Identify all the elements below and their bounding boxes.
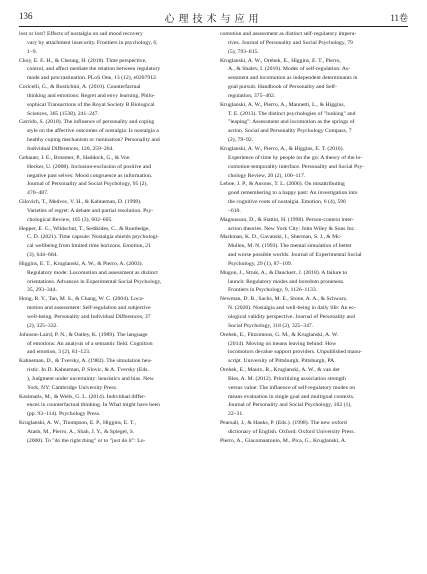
reference-line: of emotions: An analysis of a semantic field. Cognition bbox=[27, 340, 153, 347]
reference-line: Gilovich, T., Medvec, V. H., & Kahneman, D. (1998). bbox=[19, 199, 142, 206]
reference-line: mode and procrastination. PLoS One, 13 (12), e0207912. bbox=[27, 75, 158, 82]
reference-line: Gebauer, J. E., Broemer, P., Haddock, G., & Von bbox=[19, 154, 130, 161]
reference-line: chology Review, 20 (2), 100–117. bbox=[228, 172, 306, 179]
reference-line: goal pursuit. Handbook of Personality and Self- bbox=[228, 84, 337, 91]
reference-entry bbox=[220, 366, 408, 419]
reference-column-left bbox=[19, 30, 207, 446]
reference-line: action theories. New York City: John Wiley & Sons Inc. bbox=[228, 225, 356, 232]
reference-line: Mullen, M. N. (1993). The mental simulation of better bbox=[228, 243, 352, 250]
reference-line: Regulatory mode: Locomotion and assessment as distinct bbox=[27, 269, 158, 276]
reference-line: vary by attachment insecurity. Frontiers in psychology, 6, bbox=[27, 39, 158, 46]
reference-line: (2), 79–92. bbox=[228, 137, 254, 144]
reference-entry bbox=[220, 437, 408, 446]
reference-line: (2014). Moving on means leaving behind: How bbox=[228, 340, 337, 347]
reference-column-right bbox=[220, 30, 408, 446]
reference-line: Social Psychology, 118 (2), 325–347. bbox=[228, 322, 314, 329]
reference-line: Pearsall, J., & Hanks, P. (Eds.). (1998). The new oxford bbox=[220, 420, 347, 427]
reference-line: locomotors devalue support providers. Unpublished manu- bbox=[228, 349, 362, 356]
reference-line: motion and assessment: Self-regulation and subjective bbox=[27, 305, 151, 312]
page-number: 136 bbox=[19, 11, 33, 21]
reference-line: –610. bbox=[228, 207, 241, 214]
reference-entry bbox=[220, 331, 408, 366]
reference-entry bbox=[19, 393, 207, 420]
reference-line: and emotion, 3 (2), 81–123. bbox=[27, 349, 91, 356]
reference-line: Garrido, S. (2018). The influence of personality and coping bbox=[19, 119, 155, 126]
reference-entry bbox=[220, 269, 408, 296]
reference-line: comotion-temporality interface. Personality and Social Psy- bbox=[228, 163, 365, 170]
reference-line: T. E. (2013). The distinct psychologies of "looking" and bbox=[228, 110, 356, 117]
reference-line: good remembering to a happy past: An investigation into bbox=[228, 190, 358, 197]
reference-line: (2), 325–332. bbox=[27, 322, 58, 329]
reference-line: script. University of Pittsburgh, Pittsburgh, PA. bbox=[228, 358, 336, 365]
journal-title: 心理技术与应用 bbox=[164, 14, 263, 25]
reference-line: A., & Shalev, I. (2010). Modes of self-regulation: As- bbox=[228, 66, 351, 73]
reference-line: sophical Transactions of the Royal Society B Biological bbox=[27, 101, 155, 108]
reference-line: Kruglanski, A. W., Thompson, E. P., Higgins, E. T., bbox=[19, 420, 136, 427]
reference-line: Choy, E. E. H., & Cheung, H. (2018). Time perspective, bbox=[19, 57, 147, 64]
reference-line: Johnson-Laird, P. N., & Oatley, K. (1989). The language bbox=[19, 331, 148, 338]
reference-line: Psychology, 29 (1), 87–109. bbox=[228, 260, 293, 267]
reference-entry bbox=[220, 57, 408, 101]
reference-line: (5), 793–815. bbox=[228, 48, 259, 55]
reference-line: thinking and emotions: Regret and envy learning. Philo- bbox=[27, 92, 155, 99]
reference-line: ences in counterfactual thinking. In What might have been bbox=[27, 402, 161, 409]
reference-line: N. (2020). Nostalgia and well-being in daily life: An ec- bbox=[228, 305, 356, 312]
reference-line: Magnusson, D., & Stattin, H. (1998). Person-context inter- bbox=[220, 216, 354, 223]
reference-entry bbox=[220, 101, 408, 145]
reference-line: well-being. Personality and Individual Differences, 37 bbox=[27, 314, 151, 320]
reference-line: versus value: The influence of self-regulatory modes on bbox=[228, 384, 356, 391]
reference-line: C. D. (2021). Time capsule: Nostalgia shields psychologi- bbox=[27, 234, 160, 241]
reference-line: Orehek, E., Mauro, R., Kruglanski, A. W., & van der bbox=[220, 367, 340, 374]
reference-line: ), Judgment under uncertainty: heuristics and bias. New bbox=[27, 375, 154, 382]
reference-entry bbox=[19, 83, 207, 118]
reference-line: Kruglanski, A. W., Orehek, E., Higgins, E. T., Pierro, bbox=[220, 57, 341, 64]
reference-entry bbox=[220, 419, 408, 437]
reference-line: control, and affect mediate the relation between regulatory bbox=[27, 66, 161, 73]
reference-line: Kruglanski, A. W., Pierro, A., Mannetti, L., & Higgins, bbox=[220, 101, 345, 108]
reference-line: the cognitive roots of nostalgia. Emotion, 6 (4), 596 bbox=[228, 199, 346, 206]
reference-line: Individual Differences, 120, 259–264. bbox=[27, 145, 114, 152]
reference-entry bbox=[220, 295, 408, 330]
reference-line: regulation, 375–402. bbox=[228, 92, 276, 99]
reference-entry bbox=[19, 357, 207, 392]
reference-line: Journal of Personality and Social Psychology, 95 (2), bbox=[27, 181, 148, 188]
reference-line: Hepper, E. G., Wildschut, T., Sedikides, C., & Routledge, bbox=[19, 225, 150, 232]
reference-line: ristic. In D. Kahneman, P. Slovic, & A. Tversky (Eds. bbox=[27, 367, 149, 374]
reference-line: Hong, R. Y., Tan, M. S., & Chang, W. C. (2004). Loco- bbox=[19, 296, 145, 303]
reference-line: sessment and locomotion as independent determinants in bbox=[228, 75, 358, 82]
reference-line: Journal of Personality and Social Psychology, 102 (1), bbox=[228, 402, 352, 409]
reference-line: Varieties of regret: A debate and partial resolution. Psy- bbox=[27, 207, 154, 214]
running-header bbox=[19, 8, 408, 27]
reference-entry bbox=[220, 180, 408, 215]
reference-line: negative past selves: Mood congruence as information. bbox=[27, 172, 153, 179]
reference-line: healthy coping mechanism or rumination? Personality and bbox=[27, 137, 160, 144]
reference-line: Orehek, E., Fitzsimons, G. M., & Kruglanski, A. W. bbox=[220, 331, 339, 338]
volume-label: 11卷 bbox=[390, 13, 408, 23]
reference-line: Atash, M., Pierro, A., Shah, J. Y., & Spiegel, S. bbox=[27, 428, 135, 435]
reference-line: York, NY: Cambridge University Press. bbox=[27, 384, 118, 391]
reference-line: "leaping": Assessment and locomotion as the springs of bbox=[228, 119, 355, 126]
reference-entry bbox=[19, 57, 207, 84]
reference-line: Leboe, J. P., & Ansons, T. L. (2006). On misattributing bbox=[220, 181, 345, 188]
reference-entry bbox=[19, 331, 207, 358]
reference-entry bbox=[19, 30, 207, 57]
reference-entry bbox=[220, 233, 408, 268]
reference-entry bbox=[19, 198, 207, 225]
reference-line: Kruglanski, A. W., Pierro, A., & Higgins, E. T. (2016). bbox=[220, 145, 344, 152]
reference-line: lost or lost? Effects of nostalgia on sad mood recovery bbox=[19, 31, 143, 37]
reference-line: Kahneman, D., & Tversky, A. (1982). The simulation heu- bbox=[19, 358, 153, 365]
reference-line: 35, 293–344. bbox=[27, 287, 57, 294]
reference-line: (pp. 93–114). Psychology Press. bbox=[27, 411, 101, 418]
reference-line: style on the affective outcomes of nostalgia: Is nostalgia a bbox=[27, 128, 159, 135]
reference-line: Markman, K. D., Gavanski, I., Sherman, S. J., & Mc- bbox=[220, 234, 342, 241]
reference-entry bbox=[19, 118, 207, 153]
reference-line: orientations. Advances in Experimental Social Psychology, bbox=[27, 278, 162, 285]
reference-line: Experience of time by people on the go: A theory of the lo- bbox=[228, 154, 363, 161]
reference-entry bbox=[19, 295, 207, 330]
reference-line: comotion and assessment as distinct self-regulatory impera- bbox=[220, 31, 357, 37]
reference-line: Coricelli, G., & Rustichini, A. (2010). Counterfactual bbox=[19, 84, 141, 91]
reference-line: Sciences, 365 (1538), 241–247. bbox=[27, 110, 100, 117]
reference-line: tives. Journal of Personality and Social Psychology, 79 bbox=[228, 39, 353, 46]
reference-line: Higgins, E. T., Kruglanski, A. W., & Pierro, A. (2003). bbox=[19, 260, 143, 267]
reference-line: action. Social and Personality Psychology Compass, 7 bbox=[228, 128, 352, 135]
reference-line: ological validity perspective. Journal of Personality and bbox=[228, 314, 355, 320]
reference-line: means evaluation in single goal and multigoal contexts. bbox=[228, 393, 355, 400]
reference-entry bbox=[220, 216, 408, 234]
reference-entry bbox=[220, 30, 408, 57]
reference-line: 470–487. bbox=[27, 190, 49, 197]
reference-line: 1–9. bbox=[27, 48, 37, 55]
reference-line: Bles, A. M. (2012). Prioritizing association strength bbox=[228, 375, 346, 382]
reference-line: and worse possible worlds. Journal of Experimental Social bbox=[228, 252, 362, 259]
reference-line: 22–31. bbox=[228, 411, 244, 418]
reference-line: chological Review, 105 (3), 602–605. bbox=[27, 216, 113, 223]
reference-entry bbox=[19, 154, 207, 198]
reference-entry bbox=[19, 260, 207, 295]
reference-line: cal wellbeing from limited time horizons. Emotion, 21 bbox=[27, 243, 151, 250]
reference-entry bbox=[220, 145, 408, 180]
reference-line: (2000). To "do the right thing" or to "just do it": Lo- bbox=[27, 437, 146, 444]
reference-line: Pierro, A., Giacomantonio, M., Pica, G., Kruglanski, A. bbox=[220, 437, 347, 444]
reference-entry bbox=[19, 225, 207, 260]
reference-entry bbox=[19, 419, 207, 446]
reference-line: Hecker, U. (2008). Inclusion-exclusion of positive and bbox=[27, 163, 152, 170]
reference-line: Mugon, J., Struk, A., & Danckert, J. (2018). A failure to bbox=[220, 269, 348, 276]
reference-line: Newman, D. B., Sachs, M. E., Stone, A. A., & Schwarz, bbox=[220, 296, 348, 303]
reference-line: launch: Regulatory modes and boredom proneness. bbox=[228, 278, 345, 285]
reference-line: Frontiers in Psychology, 9, 1126–1133. bbox=[228, 287, 318, 294]
reference-line: (3), 644–664. bbox=[27, 252, 58, 259]
reference-line: dictionary of English. Oxford: Oxford University Press. bbox=[228, 428, 356, 435]
reference-line: Kasimatis, M., & Wells, G. L. (2014). Individual differ- bbox=[19, 393, 146, 400]
